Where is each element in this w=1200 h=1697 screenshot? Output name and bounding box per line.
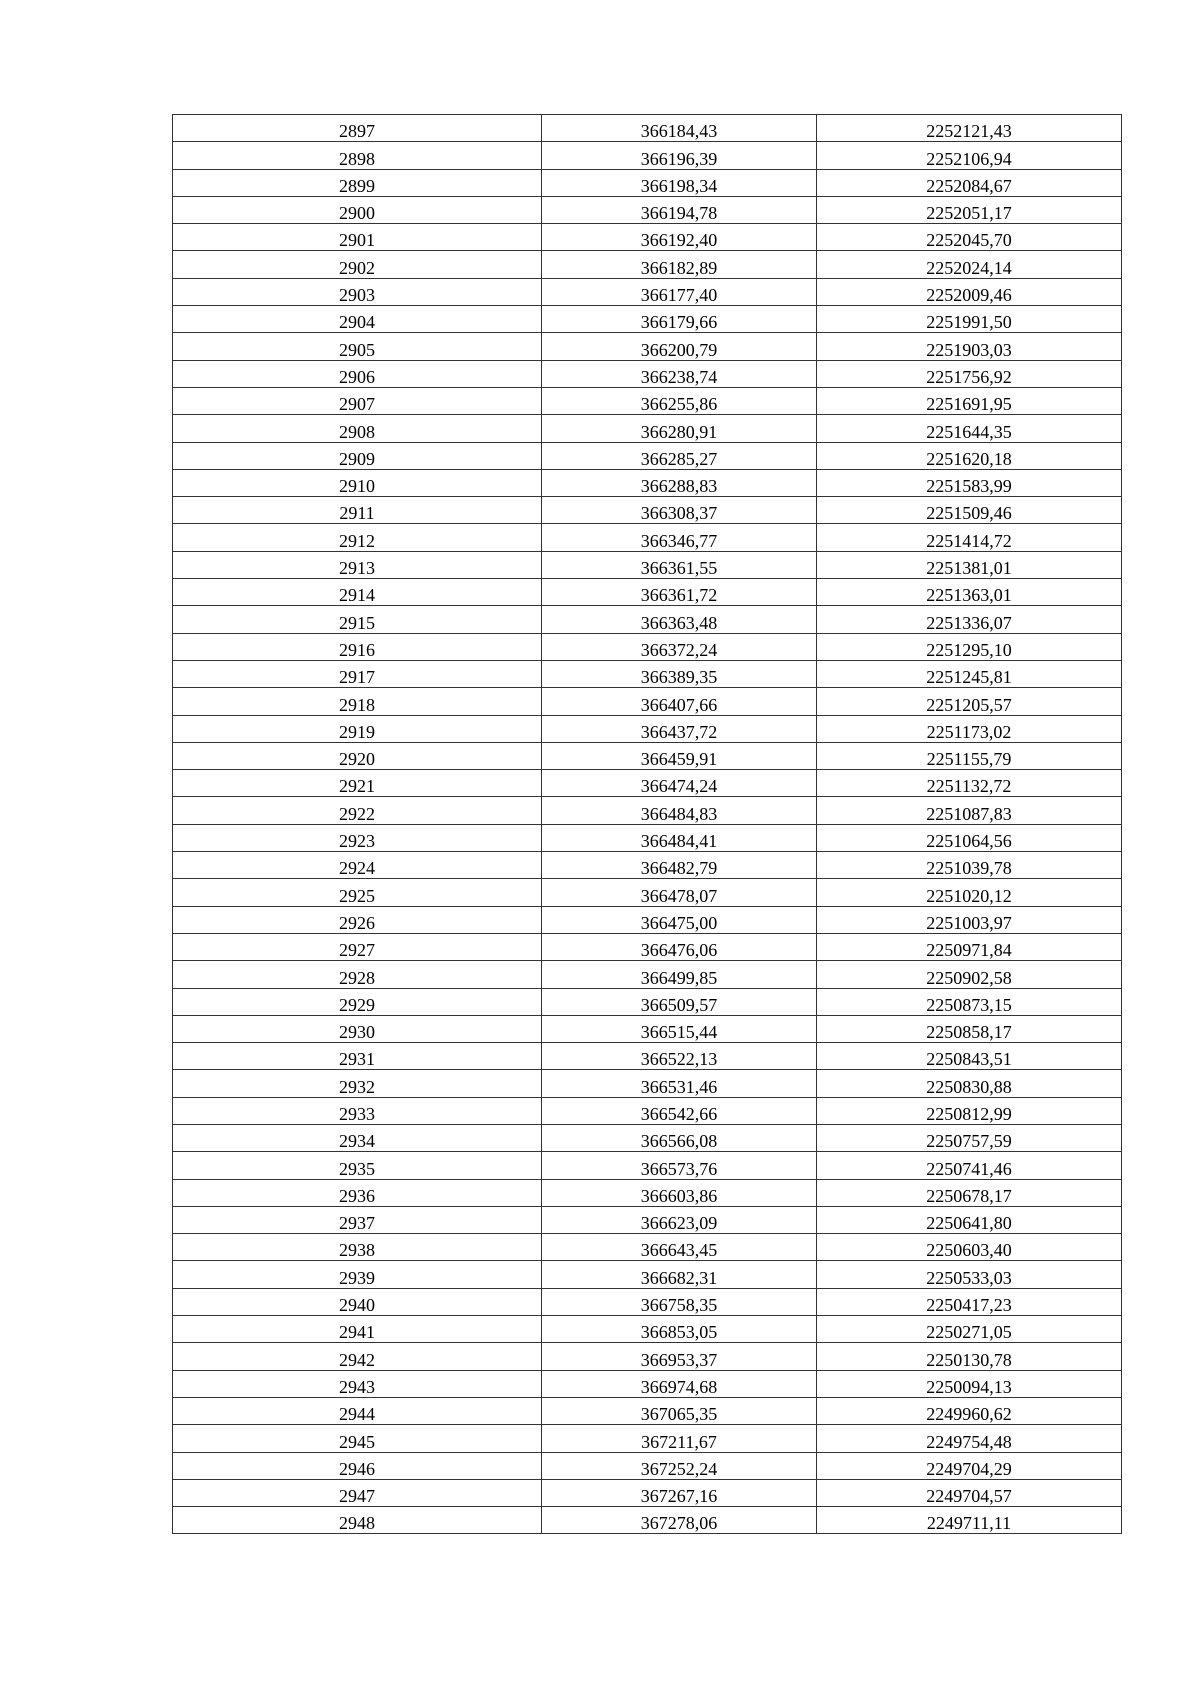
table-row <box>173 1124 1122 1151</box>
table-row <box>173 852 1122 879</box>
y-coordinate-cell: 2252045,70 <box>817 224 1122 251</box>
point-number-cell: 2911 <box>173 497 542 524</box>
x-coordinate-cell: 366623,09 <box>542 1206 817 1233</box>
x-coordinate-cell: 366484,83 <box>542 797 817 824</box>
point-number-cell: 2900 <box>173 196 542 223</box>
table-row <box>173 1507 1122 1534</box>
x-coordinate-cell: 366372,24 <box>542 633 817 660</box>
point-number-cell: 2935 <box>173 1152 542 1179</box>
point-number-cell: 2938 <box>173 1234 542 1261</box>
table-row <box>173 1206 1122 1233</box>
point-number-cell: 2918 <box>173 688 542 715</box>
table-row <box>173 333 1122 360</box>
table-row <box>173 797 1122 824</box>
y-coordinate-cell: 2249704,29 <box>817 1452 1122 1479</box>
point-number-cell: 2932 <box>173 1070 542 1097</box>
table-row <box>173 606 1122 633</box>
table-row <box>173 415 1122 442</box>
point-number-cell: 2915 <box>173 606 542 633</box>
point-number-cell: 2943 <box>173 1370 542 1397</box>
x-coordinate-cell: 366974,68 <box>542 1370 817 1397</box>
x-coordinate-cell: 366182,89 <box>542 251 817 278</box>
y-coordinate-cell: 2250830,88 <box>817 1070 1122 1097</box>
point-number-cell: 2914 <box>173 579 542 606</box>
point-number-cell: 2933 <box>173 1097 542 1124</box>
point-number-cell: 2941 <box>173 1316 542 1343</box>
x-coordinate-cell: 366255,86 <box>542 387 817 414</box>
y-coordinate-cell: 2251644,35 <box>817 415 1122 442</box>
table-row <box>173 360 1122 387</box>
x-coordinate-cell: 366308,37 <box>542 497 817 524</box>
table-row <box>173 1370 1122 1397</box>
table-row <box>173 1452 1122 1479</box>
point-number-cell: 2931 <box>173 1043 542 1070</box>
y-coordinate-cell: 2250902,58 <box>817 961 1122 988</box>
y-coordinate-cell: 2250271,05 <box>817 1316 1122 1343</box>
point-number-cell: 2939 <box>173 1261 542 1288</box>
y-coordinate-cell: 2250843,51 <box>817 1043 1122 1070</box>
x-coordinate-cell: 366542,66 <box>542 1097 817 1124</box>
point-number-cell: 2916 <box>173 633 542 660</box>
y-coordinate-cell: 2250603,40 <box>817 1234 1122 1261</box>
y-coordinate-cell: 2251132,72 <box>817 770 1122 797</box>
table-row <box>173 879 1122 906</box>
x-coordinate-cell: 366198,34 <box>542 169 817 196</box>
y-coordinate-cell: 2250678,17 <box>817 1179 1122 1206</box>
x-coordinate-cell: 366522,13 <box>542 1043 817 1070</box>
point-number-cell: 2927 <box>173 933 542 960</box>
y-coordinate-cell: 2251363,01 <box>817 579 1122 606</box>
x-coordinate-cell: 367278,06 <box>542 1507 817 1534</box>
table-row <box>173 1261 1122 1288</box>
table-row <box>173 1397 1122 1424</box>
table-row <box>173 1152 1122 1179</box>
y-coordinate-cell: 2251245,81 <box>817 660 1122 687</box>
x-coordinate-cell: 367252,24 <box>542 1452 817 1479</box>
x-coordinate-cell: 366238,74 <box>542 360 817 387</box>
y-coordinate-cell: 2251039,78 <box>817 852 1122 879</box>
point-number-cell: 2908 <box>173 415 542 442</box>
point-number-cell: 2921 <box>173 770 542 797</box>
x-coordinate-cell: 366407,66 <box>542 688 817 715</box>
point-number-cell: 2906 <box>173 360 542 387</box>
x-coordinate-cell: 366389,35 <box>542 660 817 687</box>
x-coordinate-cell: 366196,39 <box>542 142 817 169</box>
y-coordinate-cell: 2251336,07 <box>817 606 1122 633</box>
x-coordinate-cell: 366482,79 <box>542 852 817 879</box>
y-coordinate-cell: 2251991,50 <box>817 306 1122 333</box>
point-number-cell: 2936 <box>173 1179 542 1206</box>
y-coordinate-cell: 2251903,03 <box>817 333 1122 360</box>
x-coordinate-cell: 366758,35 <box>542 1288 817 1315</box>
table-row <box>173 442 1122 469</box>
x-coordinate-cell: 366288,83 <box>542 469 817 496</box>
table-row <box>173 1479 1122 1506</box>
point-number-cell: 2937 <box>173 1206 542 1233</box>
y-coordinate-cell: 2251020,12 <box>817 879 1122 906</box>
y-coordinate-cell: 2251756,92 <box>817 360 1122 387</box>
x-coordinate-cell: 366566,08 <box>542 1124 817 1151</box>
y-coordinate-cell: 2251205,57 <box>817 688 1122 715</box>
table-row <box>173 988 1122 1015</box>
y-coordinate-cell: 2250858,17 <box>817 1015 1122 1042</box>
table-row <box>173 1179 1122 1206</box>
y-coordinate-cell: 2250417,23 <box>817 1288 1122 1315</box>
x-coordinate-cell: 366484,41 <box>542 824 817 851</box>
point-number-cell: 2917 <box>173 660 542 687</box>
x-coordinate-cell: 366346,77 <box>542 524 817 551</box>
y-coordinate-cell: 2250873,15 <box>817 988 1122 1015</box>
point-number-cell: 2902 <box>173 251 542 278</box>
y-coordinate-cell: 2252121,43 <box>817 115 1122 142</box>
x-coordinate-cell: 366361,72 <box>542 579 817 606</box>
y-coordinate-cell: 2249711,11 <box>817 1507 1122 1534</box>
point-number-cell: 2940 <box>173 1288 542 1315</box>
y-coordinate-cell: 2251414,72 <box>817 524 1122 551</box>
x-coordinate-cell: 366179,66 <box>542 306 817 333</box>
table-row <box>173 1343 1122 1370</box>
table-row <box>173 961 1122 988</box>
x-coordinate-cell: 367065,35 <box>542 1397 817 1424</box>
point-number-cell: 2923 <box>173 824 542 851</box>
point-number-cell: 2924 <box>173 852 542 879</box>
y-coordinate-cell: 2251087,83 <box>817 797 1122 824</box>
point-number-cell: 2934 <box>173 1124 542 1151</box>
x-coordinate-cell: 366603,86 <box>542 1179 817 1206</box>
table-row <box>173 551 1122 578</box>
table-row <box>173 115 1122 142</box>
x-coordinate-cell: 366499,85 <box>542 961 817 988</box>
point-number-cell: 2897 <box>173 115 542 142</box>
y-coordinate-cell: 2250094,13 <box>817 1370 1122 1397</box>
table-row <box>173 1234 1122 1261</box>
point-number-cell: 2926 <box>173 906 542 933</box>
y-coordinate-cell: 2250533,03 <box>817 1261 1122 1288</box>
x-coordinate-cell: 366459,91 <box>542 742 817 769</box>
point-number-cell: 2901 <box>173 224 542 251</box>
table-row <box>173 469 1122 496</box>
table-row <box>173 306 1122 333</box>
point-number-cell: 2912 <box>173 524 542 551</box>
point-number-cell: 2946 <box>173 1452 542 1479</box>
table-row <box>173 278 1122 305</box>
table-row <box>173 906 1122 933</box>
y-coordinate-cell: 2250812,99 <box>817 1097 1122 1124</box>
x-coordinate-cell: 366184,43 <box>542 115 817 142</box>
point-number-cell: 2929 <box>173 988 542 1015</box>
x-coordinate-cell: 366437,72 <box>542 715 817 742</box>
y-coordinate-cell: 2251064,56 <box>817 824 1122 851</box>
x-coordinate-cell: 366515,44 <box>542 1015 817 1042</box>
y-coordinate-cell: 2252009,46 <box>817 278 1122 305</box>
y-coordinate-cell: 2251003,97 <box>817 906 1122 933</box>
y-coordinate-cell: 2251691,95 <box>817 387 1122 414</box>
table-row <box>173 387 1122 414</box>
y-coordinate-cell: 2249704,57 <box>817 1479 1122 1506</box>
point-number-cell: 2909 <box>173 442 542 469</box>
x-coordinate-cell: 366280,91 <box>542 415 817 442</box>
y-coordinate-cell: 2250971,84 <box>817 933 1122 960</box>
x-coordinate-cell: 366474,24 <box>542 770 817 797</box>
table-row <box>173 824 1122 851</box>
table-row <box>173 497 1122 524</box>
table-row <box>173 169 1122 196</box>
table-row <box>173 196 1122 223</box>
x-coordinate-cell: 366476,06 <box>542 933 817 960</box>
y-coordinate-cell: 2250741,46 <box>817 1152 1122 1179</box>
x-coordinate-cell: 366573,76 <box>542 1152 817 1179</box>
point-number-cell: 2942 <box>173 1343 542 1370</box>
point-number-cell: 2905 <box>173 333 542 360</box>
x-coordinate-cell: 367211,67 <box>542 1425 817 1452</box>
x-coordinate-cell: 366361,55 <box>542 551 817 578</box>
point-number-cell: 2928 <box>173 961 542 988</box>
point-number-cell: 2903 <box>173 278 542 305</box>
y-coordinate-cell: 2251583,99 <box>817 469 1122 496</box>
x-coordinate-cell: 367267,16 <box>542 1479 817 1506</box>
table-row <box>173 1288 1122 1315</box>
x-coordinate-cell: 366509,57 <box>542 988 817 1015</box>
y-coordinate-cell: 2251620,18 <box>817 442 1122 469</box>
point-number-cell: 2907 <box>173 387 542 414</box>
y-coordinate-cell: 2251155,79 <box>817 742 1122 769</box>
x-coordinate-cell: 366478,07 <box>542 879 817 906</box>
table-row <box>173 770 1122 797</box>
y-coordinate-cell: 2249960,62 <box>817 1397 1122 1424</box>
point-number-cell: 2948 <box>173 1507 542 1534</box>
x-coordinate-cell: 366682,31 <box>542 1261 817 1288</box>
point-number-cell: 2904 <box>173 306 542 333</box>
point-number-cell: 2899 <box>173 169 542 196</box>
y-coordinate-cell: 2250757,59 <box>817 1124 1122 1151</box>
y-coordinate-cell: 2252051,17 <box>817 196 1122 223</box>
table-row <box>173 933 1122 960</box>
table-row <box>173 1070 1122 1097</box>
x-coordinate-cell: 366363,48 <box>542 606 817 633</box>
x-coordinate-cell: 366643,45 <box>542 1234 817 1261</box>
y-coordinate-cell: 2252106,94 <box>817 142 1122 169</box>
table-row <box>173 633 1122 660</box>
point-number-cell: 2910 <box>173 469 542 496</box>
table-row <box>173 524 1122 551</box>
point-number-cell: 2944 <box>173 1397 542 1424</box>
table-row <box>173 688 1122 715</box>
point-number-cell: 2920 <box>173 742 542 769</box>
y-coordinate-cell: 2251381,01 <box>817 551 1122 578</box>
table-row <box>173 251 1122 278</box>
y-coordinate-cell: 2252024,14 <box>817 251 1122 278</box>
y-coordinate-cell: 2250641,80 <box>817 1206 1122 1233</box>
point-number-cell: 2945 <box>173 1425 542 1452</box>
y-coordinate-cell: 2251295,10 <box>817 633 1122 660</box>
table-row <box>173 1097 1122 1124</box>
y-coordinate-cell: 2249754,48 <box>817 1425 1122 1452</box>
table-row <box>173 579 1122 606</box>
y-coordinate-cell: 2251509,46 <box>817 497 1122 524</box>
x-coordinate-cell: 366285,27 <box>542 442 817 469</box>
y-coordinate-cell: 2250130,78 <box>817 1343 1122 1370</box>
point-number-cell: 2919 <box>173 715 542 742</box>
x-coordinate-cell: 366475,00 <box>542 906 817 933</box>
point-number-cell: 2947 <box>173 1479 542 1506</box>
table-row <box>173 660 1122 687</box>
point-number-cell: 2913 <box>173 551 542 578</box>
table-row <box>173 142 1122 169</box>
y-coordinate-cell: 2251173,02 <box>817 715 1122 742</box>
x-coordinate-cell: 366953,37 <box>542 1343 817 1370</box>
table-row <box>173 224 1122 251</box>
point-number-cell: 2898 <box>173 142 542 169</box>
coordinates-table <box>172 114 1122 1534</box>
table-row <box>173 1425 1122 1452</box>
point-number-cell: 2930 <box>173 1015 542 1042</box>
table-row <box>173 1015 1122 1042</box>
table-row <box>173 1043 1122 1070</box>
x-coordinate-cell: 366192,40 <box>542 224 817 251</box>
point-number-cell: 2922 <box>173 797 542 824</box>
x-coordinate-cell: 366853,05 <box>542 1316 817 1343</box>
table-row <box>173 715 1122 742</box>
x-coordinate-cell: 366200,79 <box>542 333 817 360</box>
x-coordinate-cell: 366177,40 <box>542 278 817 305</box>
coordinates-table-body <box>173 115 1122 1534</box>
point-number-cell: 2925 <box>173 879 542 906</box>
x-coordinate-cell: 366531,46 <box>542 1070 817 1097</box>
table-row <box>173 742 1122 769</box>
x-coordinate-cell: 366194,78 <box>542 196 817 223</box>
y-coordinate-cell: 2252084,67 <box>817 169 1122 196</box>
table-row <box>173 1316 1122 1343</box>
